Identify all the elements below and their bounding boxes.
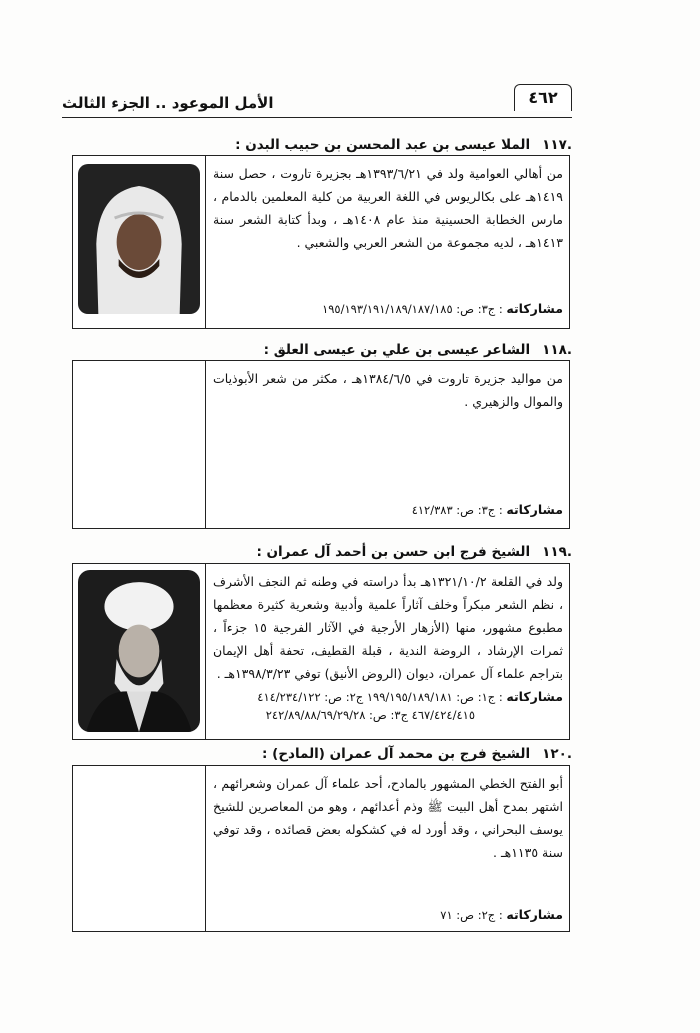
photo-cell [73,564,206,739]
entry-number: .١١٨ [542,342,572,358]
entry-name: الملا عيسى بن عبد المحسن بن حبيب البدن : [235,137,531,153]
entry-bio: من أهالي العوامية ولد في ١٣٩٣/٦/٢١هـ بجزيرة تاروت ، حصل سنة ١٤١٩هـ على بكالريوس في اللغة العربية من كلية المعلمين بالدمام ، مارس الخطابة الحسينية منذ عام ١٤٠٨هـ ، وبدأ كتابة الشعر سنة ١٤١٣هـ ، لديه مجموعة من الشعر العربي والشعبي . [213,166,564,250]
entry-refs [213,300,563,318]
entry-title-118 [62,342,572,358]
refs-continuation: ٤٦٧/٤٢٤/٤١٥ ج٣: ص: ٢٤٢/٨٩/٨٨/٦٩/٢٩/٢٨ [265,708,475,722]
entry-bio: من مواليد جزيرة تاروت في ١٣٨٤/٦/٥هـ ، مكثر من شعر الأبوذيات والموال والزهيري . [213,371,563,409]
entry-bio: أبو الفتح الخطي المشهور بالمادح، أحد علماء آل عمران وشعرائهم ، اشتهر بمدح أهل البيت ﷺ وذم أعدائهم ، وهو من المعاصرين للشيخ يوسف البحراني ، وقد أورد له في كشكوله بعض قصائده ، وقد توفي سنة ١١٣٥هـ . [213,776,563,860]
entry-number: .١٢٠ [542,746,572,762]
entry-refs [213,688,563,724]
refs-label: مشاركاته [506,301,563,316]
portrait-photo [78,164,200,314]
page-number: ٤٦٢ [514,84,572,111]
refs-values: : ج٣: ص: ٤١٢/٣٨٣ [411,503,503,517]
portrait-photo [78,570,200,732]
entry-box-117 [72,155,570,329]
refs-label: مشاركاته [506,502,563,517]
entry-title-117 [62,137,572,153]
entry-box-119 [72,563,570,740]
photo-cell [73,361,206,528]
refs-label: مشاركاته [506,689,563,704]
entry-title-119 [62,544,572,560]
book-title: الأمل الموعود .. الجزء الثالث [62,94,274,112]
entry-refs [213,906,563,924]
entry-title-120 [62,746,572,762]
entry-box-120 [72,765,570,932]
photo-cell [73,766,206,931]
entry-number: .١١٩ [542,544,572,560]
entry-refs [213,501,563,519]
refs-values: : ج٣: ص: ١٩٥/١٩٣/١٩١/١٨٩/١٨٧/١٨٥ [322,302,503,316]
entry-name: الشاعر عيسى بن علي بن عيسى العلق : [263,342,531,358]
entry-bio: ولد في القلعة ١٣٢١/١٠/٢هـ بدأ دراسته في وطنه ثم النجف الأشرف ، نظم الشعر مبكراً وخلف آثاراً علمية وأدبية وشعرية كثيرة معظمها مطبوع مشهور، منها (الأزهار الأرجية في الآثار الفرجية ١٥ جزءاً ، ثمرات الإرشاد ، الروضة الندية ، قبلة القطيف، تحفة أهل الإيمان بتراجم علماء آل عمران، ديوان (الروض الأنيق) توفي ١٣٩٨/٣/٢٣هـ . [213,574,563,681]
refs-values: : ج٢: ص: ٧١ [440,908,503,922]
refs-label: مشاركاته [506,907,563,922]
entry-number: .١١٧ [542,137,572,153]
entry-box-118 [72,360,570,529]
page-header [62,84,572,124]
header-rule [62,117,572,118]
entry-name: الشيخ فرج بن محمد آل عمران (المادح) : [262,746,531,762]
entry-name: الشيخ فرج ابن حسن بن أحمد آل عمران : [256,544,531,560]
photo-cell [73,156,206,328]
refs-values: : ج١: ص: ١٩٩/١٩٥/١٨٩/١٨١ ج٢: ص: ٤١٤/٢٣٤/١٢٢ [257,690,503,704]
